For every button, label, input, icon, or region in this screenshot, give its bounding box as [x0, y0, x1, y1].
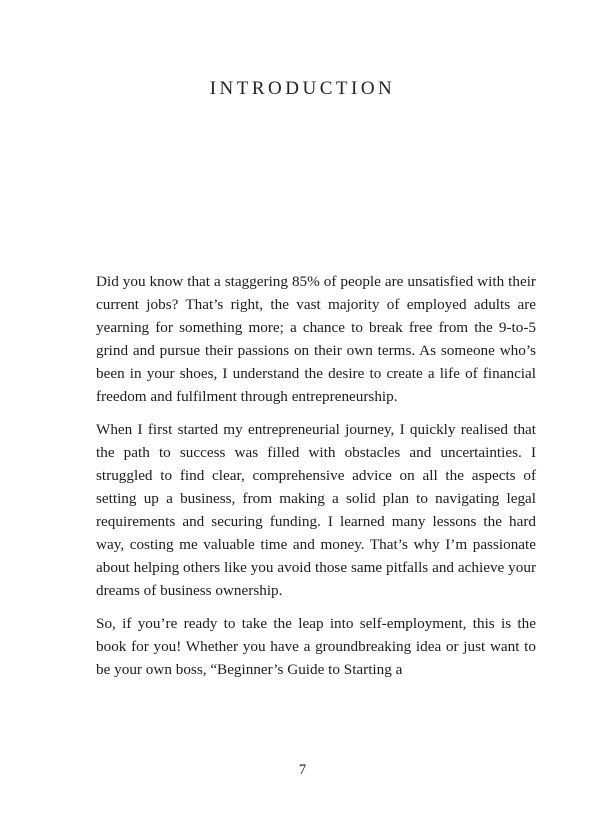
body-text: [96, 270, 536, 691]
chapter-title: INTRODUCTION: [209, 78, 396, 99]
paragraph-3: So, if you’re ready to take the leap into self-employment, this is the book for you! Whether you have a groundbreaking idea or just want to be your own boss, “Beginner’s Guide to Starting a: [96, 615, 536, 678]
paragraph-1: Did you know that a staggering 85% of people are unsatisfied with their current jobs? That’s right, the vast majority of employed adults are yearning for something more; a chance to break free from the 9-to-5 grind and pursue their passions on their own terms. As someone who’s been in your shoes, I understand the desire to create a life of financial freedom and fulfilment through entrepreneurship.: [96, 273, 536, 405]
page-number: 7: [298, 762, 307, 778]
paragraph-2: When I first started my entrepreneurial journey, I quickly realised that the path to success was filled with obstacles and uncertainties. I struggled to find clear, comprehensive advice on all the aspects of setting up a business, from making a solid plan to navigating legal requirements and securing funding. I learned many lessons the hard way, costing me valuable time and money. That’s why I’m passionate about helping others like you avoid those same pitfalls and achieve your dreams of business ownership.: [96, 421, 536, 599]
